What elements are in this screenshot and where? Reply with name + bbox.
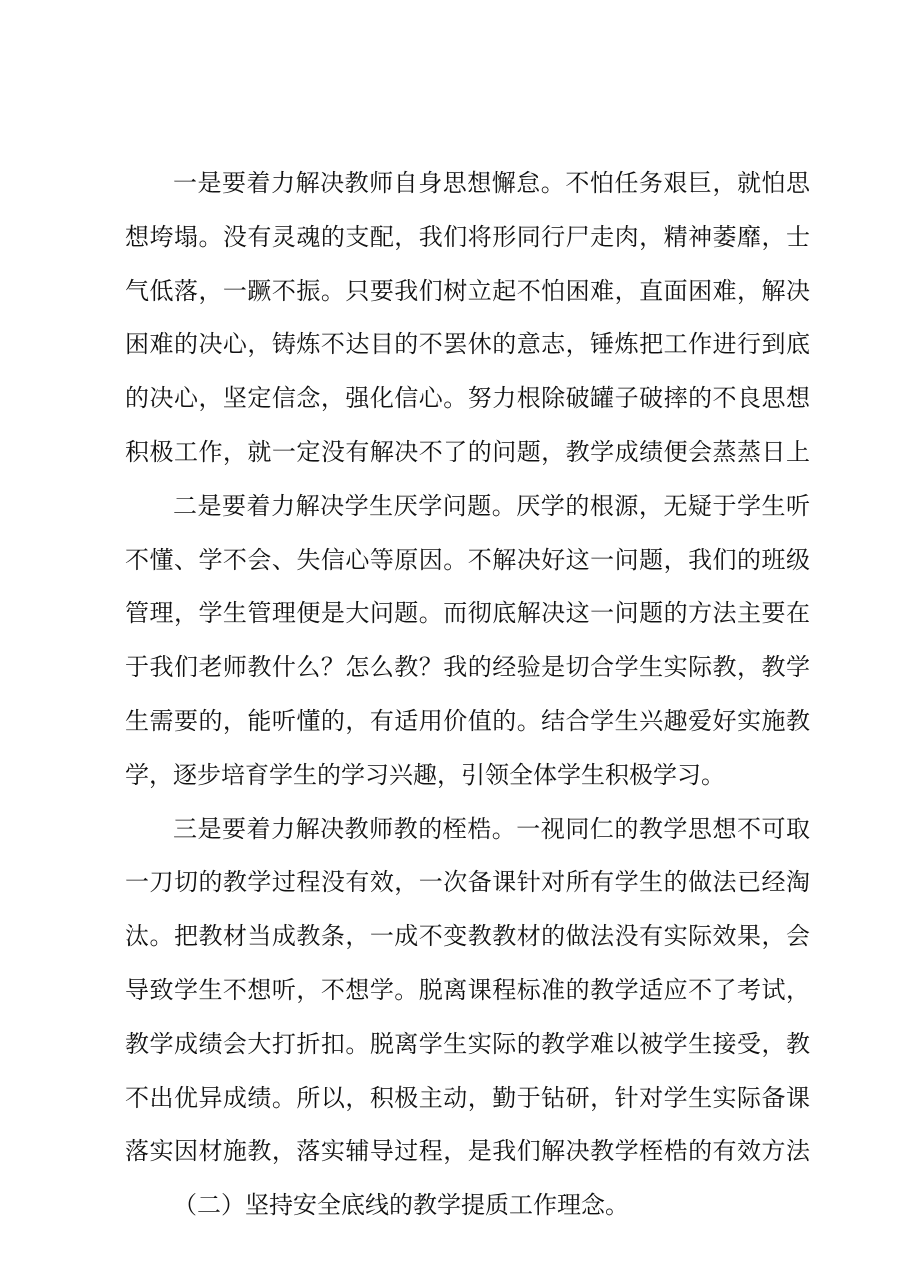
paragraph-line: 一是要着力解决教师自身思想懈怠。不怕任务艰巨，就怕思 bbox=[173, 169, 810, 197]
paragraph-line: 一刀切的教学过程没有效，一次备课针对所有学生的做法已经淘 bbox=[125, 868, 810, 897]
paragraph-teacher-mindset bbox=[125, 157, 810, 480]
paragraph-line: 想垮塌。没有灵魂的支配，我们将形同行尸走肉，精神萎靡，士 bbox=[125, 222, 810, 251]
section-heading: （二）坚持安全底线的教学提质工作理念。 bbox=[173, 1191, 629, 1220]
paragraph-line: 落实因材施教，落实辅导过程，是我们解决教学桎梏的有效方法 bbox=[125, 1137, 810, 1166]
paragraph-line: 的决心，坚定信念，强化信心。努力根除破罐子破摔的不良思想 bbox=[125, 384, 810, 413]
paragraph-line: 不出优异成绩。所以，积极主动，勤于钻研，针对学生实际备课 bbox=[125, 1083, 810, 1112]
paragraph-teaching-shackles bbox=[125, 803, 810, 1180]
paragraph-line: 学，逐步培育学生的学习兴趣，引领全体学生积极学习。 bbox=[125, 760, 725, 789]
paragraph-line: 教学成绩会大打折扣。脱离学生实际的教学难以被学生接受，教 bbox=[125, 1029, 810, 1058]
paragraph-line: 不懂、学不会、失信心等原因。不解决好这一问题，我们的班级 bbox=[125, 545, 810, 574]
paragraph-line: 导致学生不想听，不想学。脱离课程标准的教学适应不了考试， bbox=[125, 975, 810, 1004]
paragraph-line: 困难的决心，铸炼不达目的不罢休的意志，锤炼把工作进行到底 bbox=[125, 330, 810, 359]
paragraph-line: 生需要的，能听懂的，有适用价值的。结合学生兴趣爱好实施教 bbox=[125, 706, 810, 735]
paragraph-line: 二是要着力解决学生厌学问题。厌学的根源，无疑于学生听 bbox=[173, 491, 810, 520]
paragraph-line: 管理，学生管理便是大问题。而彻底解决这一问题的方法主要在 bbox=[125, 599, 810, 628]
paragraph-line: 汰。把教材当成教条，一成不变教教材的做法没有实际效果，会 bbox=[125, 922, 810, 951]
paragraph-student-aversion bbox=[125, 480, 810, 803]
paragraph-line: 气低落，一蹶不振。只要我们树立起不怕困难，直面困难，解决 bbox=[125, 276, 810, 305]
paragraph-line: 积极工作，就一定没有解决不了的问题，教学成绩便会蒸蒸日上 bbox=[125, 437, 810, 466]
paragraph-line: 于我们老师教什么？怎么教？我的经验是切合学生实际教，教学 bbox=[125, 653, 810, 682]
paragraph-line: 三是要着力解决教师教的桎梏。一视同仁的教学思想不可取 bbox=[173, 814, 810, 843]
document-body bbox=[125, 157, 810, 1233]
